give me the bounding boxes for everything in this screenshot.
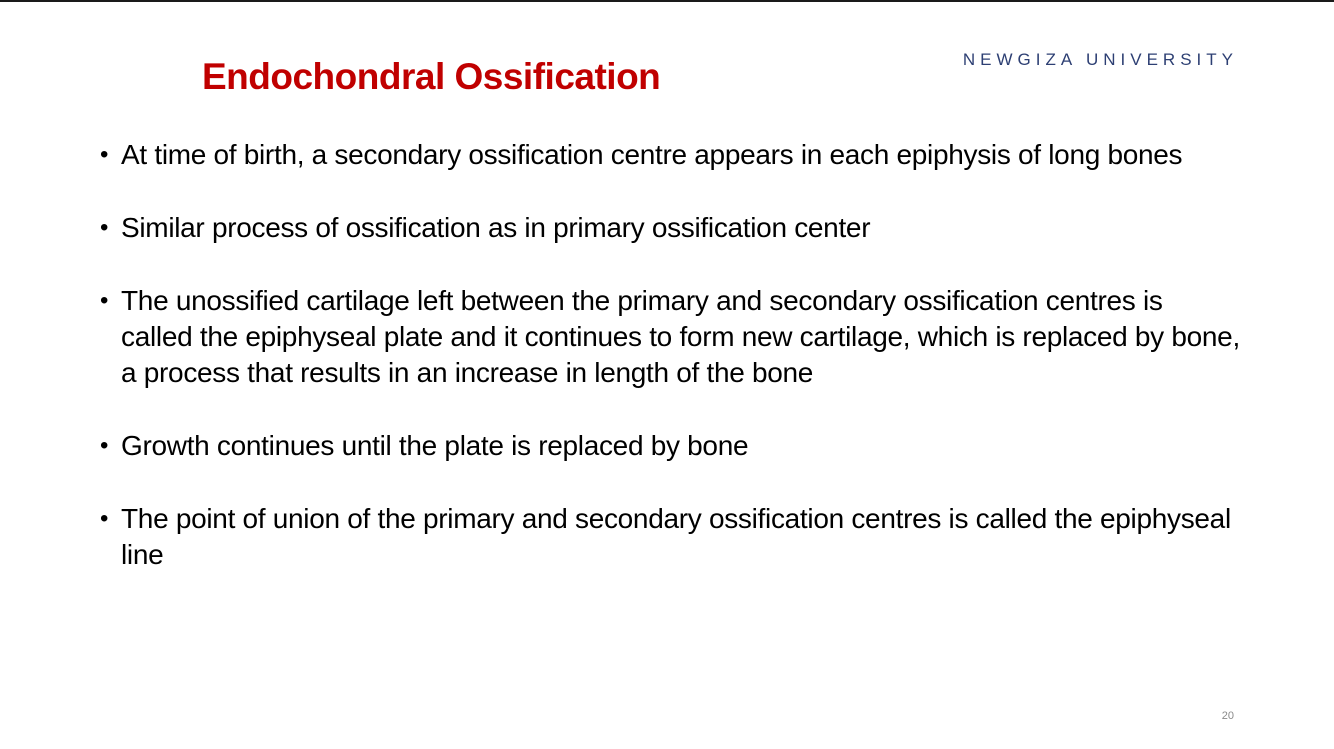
slide-title: Endochondral Ossification: [202, 56, 661, 97]
page-number: 20: [1221, 710, 1234, 722]
bullet-text: The unossified cartilage left between the primary and secondary ossification centres is called the epiphyseal plate and it continues to form new cartilage, which is replaced by bone, a process that results in an increase in length of the bone: [121, 285, 1240, 388]
bullet-point-icon: •: [100, 141, 109, 168]
bullet-text: The point of union of the primary and secondary ossification centres is called the epiphyseal line: [121, 503, 1231, 570]
university-logo-text: NEWGIZA UNIVERSITY: [962, 50, 1238, 69]
bullet-list: [100, 137, 1240, 610]
bullet-text: Similar process of ossification as in primary ossification center: [121, 212, 871, 243]
bullet-item: [100, 137, 1240, 173]
bullet-text: Growth continues until the plate is replaced by bone: [121, 430, 749, 461]
bullet-point-icon: •: [100, 505, 109, 532]
bullet-item: [100, 428, 1240, 464]
bullet-text: At time of birth, a secondary ossification centre appears in each epiphysis of long bones: [121, 139, 1183, 170]
bullet-item: [100, 501, 1240, 573]
bullet-point-icon: •: [100, 432, 109, 459]
bullet-item: [100, 283, 1240, 391]
bullet-point-icon: •: [100, 287, 109, 314]
bullet-item: [100, 210, 1240, 246]
bullet-point-icon: •: [100, 214, 109, 241]
top-border-line: [0, 0, 1334, 2]
